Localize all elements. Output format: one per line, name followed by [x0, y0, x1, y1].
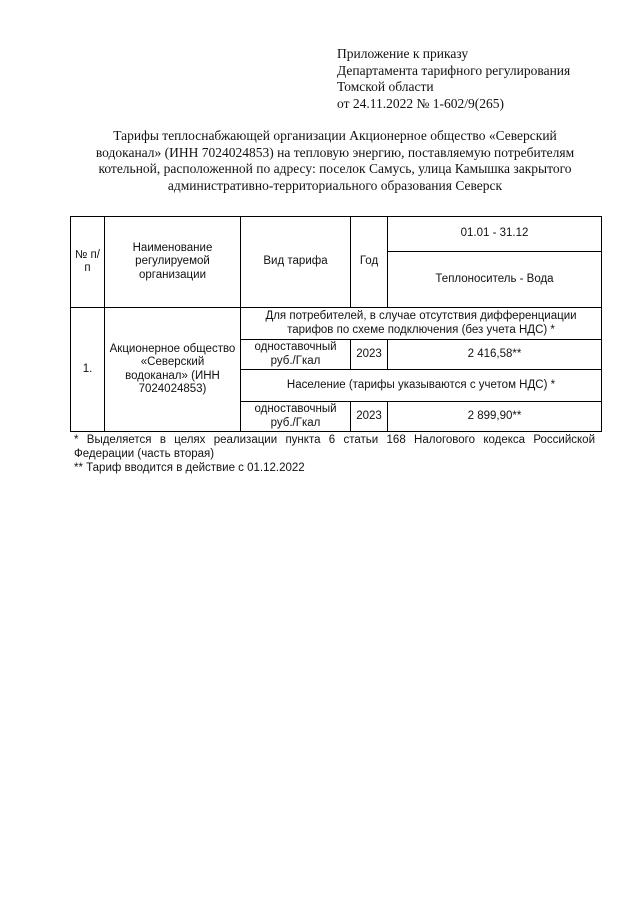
row-num: 1.: [71, 308, 105, 432]
title-line-1: Тарифы теплоснабжающей организации Акционерное общество «Северский: [113, 128, 557, 143]
tariff-value-1: 2 416,58**: [388, 340, 602, 370]
document-title: [70, 128, 600, 194]
tariff-type-2: одноставочный руб./Гкал: [241, 402, 351, 432]
footnote-1: * Выделяется в целях реализации пункта 6 статьи 168 Налогового кодекса Российской Федерации (часть вторая): [74, 434, 595, 460]
header-period: 01.01 - 31.12: [388, 217, 602, 252]
title-line-2: водоканал» (ИНН 7024024853) на тепловую энергию, поставляемую потребителям: [95, 144, 575, 160]
section-population: Население (тарифы указываются с учетом НДС) *: [241, 370, 602, 402]
appendix-header: [337, 46, 627, 112]
title-line-3: котельной, расположенной по адресу: поселок Самусь, улица Камышка закрытого: [98, 161, 572, 176]
appendix-line-3: Томской области: [337, 79, 434, 94]
year-1: 2023: [351, 340, 388, 370]
appendix-line-4: от 24.11.2022 № 1-602/9(265): [337, 95, 504, 111]
tariff-type-1: одноставочный руб./Гкал: [241, 340, 351, 370]
appendix-line-2: Департамента тарифного регулирования: [337, 62, 571, 78]
appendix-line-1: Приложение к приказу: [337, 46, 469, 61]
year-2: 2023: [351, 402, 388, 432]
footnote-2: ** Тариф вводится в действие с 01.12.2022: [74, 462, 305, 474]
header-row: [71, 217, 602, 252]
row-org: Акционерное общество «Северский водоканал» (ИНН 7024024853): [105, 308, 241, 432]
tariff-value-2: 2 899,90**: [388, 402, 602, 432]
header-year: Год: [351, 217, 388, 308]
tariff-table: [70, 216, 602, 432]
title-line-4: административно-территориального образования Северск: [167, 177, 503, 193]
header-org: Наименование регулируемой организации: [105, 217, 241, 308]
table-row: [71, 308, 602, 340]
section-consumers: Для потребителей, в случае отсутствия дифференциации тарифов по схеме подключения (без учета НДС) *: [241, 308, 602, 340]
footnotes: [74, 433, 595, 475]
header-carrier: Теплоноситель - Вода: [388, 252, 602, 308]
header-tariff-type: Вид тарифа: [241, 217, 351, 308]
header-num: № п/п: [71, 217, 105, 308]
